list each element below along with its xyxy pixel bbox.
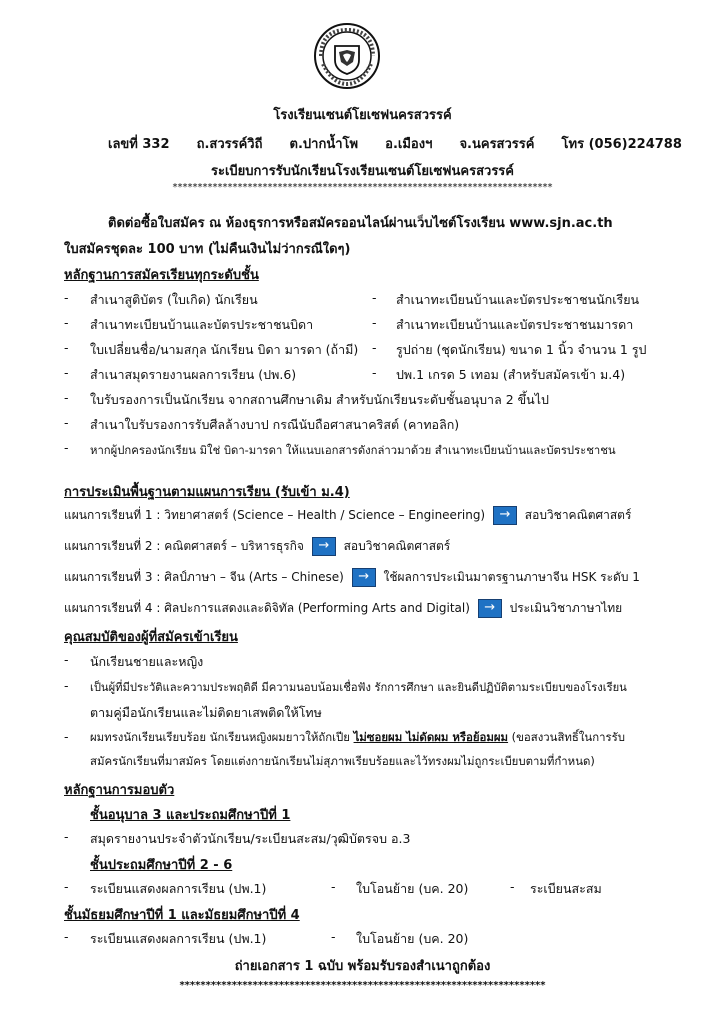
- list-item: สำเนาทะเบียนบ้านและบัตรประชาชนนักเรียน: [396, 292, 640, 307]
- bullet: -: [64, 390, 69, 405]
- list-item: ใบโอนย้าย (บค. 20): [356, 931, 469, 946]
- list-item-continued: ตามคู่มือนักเรียนและไม่ติดยาเสพติดให้โทษ: [90, 705, 322, 720]
- list-item: ใบเปลี่ยนชื่อ/นามสกุล นักเรียน บิดา มารดา (ถ้ามี): [90, 342, 359, 357]
- bullet: -: [331, 929, 336, 944]
- bullet: -: [64, 340, 69, 355]
- list-item: สำเนาสมุดรายงานผลการเรียน (ปพ.6): [90, 367, 297, 382]
- list-item: สำเนาทะเบียนบ้านและบัตรประชาชนมารดา: [396, 317, 634, 332]
- address-no: เลขที่ 332: [108, 137, 170, 152]
- secondary-heading: ชั้นมัธยมศึกษาปีที่ 1 และมัธยมศึกษาปีที่ 4: [64, 908, 300, 923]
- plan-label: แผนการเรียนที่ 1 : วิทยาศาสตร์ (Science – Health / Science – Engineering): [64, 508, 486, 522]
- plan-result: ใช้ผลการประเมินมาตรฐานภาษาจีน HSK ระดับ 1: [383, 570, 640, 584]
- plan-result: ประเมินวิชาภาษาไทย: [509, 601, 623, 615]
- plan-row: [64, 599, 622, 618]
- address-province: จ.นครสวรรค์: [459, 137, 535, 152]
- address-road: ถ.สวรรค์วิถี: [196, 137, 263, 152]
- list-item: ปพ.1 เกรด 5 เทอม (สำหรับสมัครเข้า ม.4): [396, 367, 626, 382]
- list-item: หากผู้ปกครองนักเรียน มิใช่ บิดา-มารดา ให้แนบเอกสารดังกล่าวมาด้วย สำเนาทะเบียนบ้านและบัตรประชาชน: [90, 444, 616, 457]
- list-item: สำเนาใบรับรองการรับศีลล้างบาป กรณีนับถือศาสนาคริสต์ (คาทอลิก): [90, 417, 460, 432]
- qualifications-heading: คุณสมบัติของผู้ที่สมัครเข้าเรียน: [64, 630, 238, 645]
- hair-rule-text: ผมทรงนักเรียนเรียบร้อย นักเรียนหญิงผมยาวให้ถักเปีย: [90, 730, 354, 744]
- plan-label: แผนการเรียนที่ 3 : ศิลป์ภาษา – จีน (Arts – Chinese): [64, 570, 344, 584]
- report-heading: หลักฐานการมอบตัว: [64, 783, 175, 798]
- hair-rule-emphasis: ไม่ซอยผม ไม่ดัดผม หรือย้อมผม: [353, 730, 509, 744]
- address-line: [108, 133, 682, 154]
- plan-row: [64, 506, 631, 525]
- bullet: -: [64, 365, 69, 380]
- list-item: รูปถ่าย (ชุดนักเรียน) ขนาด 1 นิ้ว จำนวน 1 รูป: [396, 342, 647, 357]
- arrow-right-icon: →: [478, 599, 502, 618]
- bullet: -: [64, 879, 69, 894]
- list-item: [90, 729, 625, 747]
- list-item: ระเบียนแสดงผลการเรียน (ปพ.1): [90, 931, 267, 946]
- address-phone: โทร (056)224788: [561, 137, 682, 152]
- bullet: -: [64, 415, 69, 430]
- bullet: -: [372, 340, 377, 355]
- bullet: -: [64, 929, 69, 944]
- list-item: สำเนาทะเบียนบ้านและบัตรประชาชนบิดา: [90, 317, 314, 332]
- plan-result: สอบวิชาคณิตศาสตร์: [343, 539, 451, 553]
- header-divider: ****************************************************************************: [172, 182, 553, 193]
- footer-divider: **********************************************************************: [179, 980, 546, 991]
- bullet: -: [331, 879, 336, 894]
- list-item: ใบรับรองการเป็นนักเรียน จากสถานศึกษาเดิม สำหรับนักเรียนระดับชั้นอนุบาล 2 ขึ้นไป: [90, 392, 549, 407]
- plan-result: สอบวิชาคณิตศาสตร์: [524, 508, 632, 522]
- arrow-right-icon: →: [352, 568, 376, 587]
- list-item: ระเบียนสะสม: [530, 881, 602, 896]
- bullet: -: [372, 365, 377, 380]
- arrow-right-icon: →: [493, 506, 517, 525]
- bullet: -: [64, 440, 69, 455]
- list-item: ระเบียนแสดงผลการเรียน (ปพ.1): [90, 881, 267, 896]
- plan-label: แผนการเรียนที่ 2 : คณิตศาสตร์ – บริหารธุรกิจ: [64, 539, 304, 553]
- address-district: อ.เมืองฯ: [385, 137, 433, 152]
- bullet: -: [64, 829, 69, 844]
- school-seal-icon: [313, 22, 381, 90]
- arrow-right-icon: →: [312, 537, 336, 556]
- bullet: -: [64, 678, 69, 693]
- kinder-heading: ชั้นอนุบาล 3 และประถมศึกษาปีที่ 1: [90, 808, 291, 823]
- document-title: ระเบียบการรับนักเรียนโรงเรียนเซนต์โยเซฟนครสวรรค์: [211, 164, 514, 179]
- fee-line: ใบสมัครชุดละ 100 บาท (ไม่คืนเงินไม่ว่ากรณีใดๆ): [64, 242, 351, 257]
- footer-note: ถ่ายเอกสาร 1 ฉบับ พร้อมรับรองสำเนาถูกต้อง: [234, 959, 491, 974]
- list-item-continued: สมัครนักเรียนที่มาสมัคร โดยแต่งกายนักเรียนไม่สุภาพเรียบร้อยและไว้ทรงผมไม่ถูกระเบียบตามที่กำหนด): [90, 754, 595, 768]
- plans-heading: การประเมินพื้นฐานตามแผนการเรียน (รับเข้า ม.4): [64, 485, 350, 500]
- list-item: ใบโอนย้าย (บค. 20): [356, 881, 469, 896]
- bullet: -: [510, 879, 515, 894]
- bullet: -: [372, 290, 377, 305]
- bullet: -: [64, 729, 69, 744]
- school-name: โรงเรียนเซนต์โยเซฟนครสวรรค์: [273, 108, 452, 123]
- plan-label: แผนการเรียนที่ 4 : ศิลปะการแสดงและดิจิทัล (Performing Arts and Digital): [64, 601, 470, 615]
- primary-heading: ชั้นประถมศึกษาปีที่ 2 - 6: [90, 858, 233, 873]
- bullet: -: [64, 290, 69, 305]
- plan-row: [64, 537, 450, 556]
- list-item: นักเรียนชายและหญิง: [90, 654, 204, 669]
- contact-line: ติดต่อซื้อใบสมัคร ณ ห้องธุรการหรือสมัครออนไลน์ผ่านเว็บไซต์โรงเรียน www.sjn.ac.th: [108, 216, 613, 231]
- bullet: -: [64, 315, 69, 330]
- bullet: -: [64, 652, 69, 667]
- list-item: สมุดรายงานประจำตัวนักเรียน/ระเบียนสะสม/วุฒิบัตรจบ อ.3: [90, 831, 411, 846]
- plan-row: [64, 568, 640, 587]
- evidence-heading: หลักฐานการสมัครเรียนทุกระดับชั้น: [64, 268, 259, 283]
- list-item: สำเนาสูติบัตร (ใบเกิด) นักเรียน: [90, 292, 258, 307]
- bullet: -: [372, 315, 377, 330]
- hair-rule-note: (ขอสงวนสิทธิ์ในการรับ: [508, 730, 625, 744]
- list-item: เป็นผู้ที่มีประวัติและความประพฤติดี มีความนอบน้อมเชื่อฟัง รักการศึกษา และยินดีปฏิบัติตามระเบียบของโรงเรียน: [90, 681, 627, 694]
- address-subdistrict: ต.ปากน้ำโพ: [289, 137, 359, 152]
